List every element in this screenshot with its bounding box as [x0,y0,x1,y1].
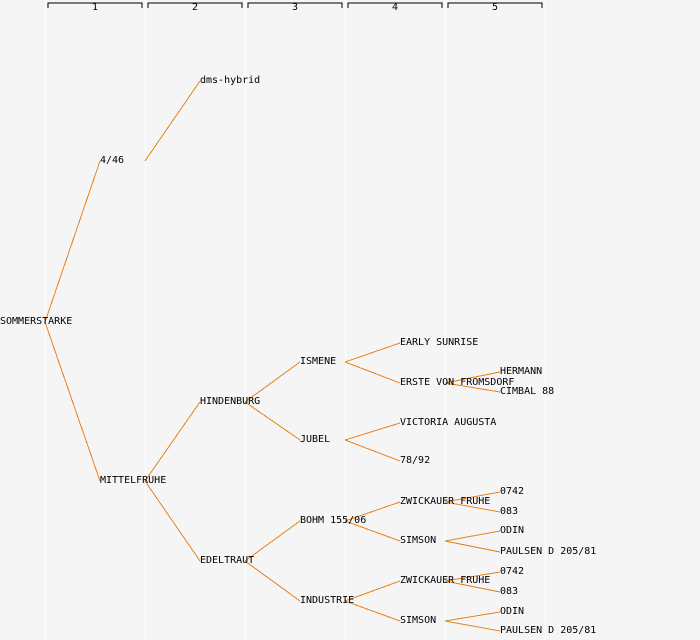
tree-node-early-sunrise[interactable]: EARLY SUNRISE [400,337,479,348]
ruler-generation-label-2: 2 [191,2,199,13]
tree-node-odin-2[interactable]: ODIN [500,606,525,617]
tree-node-jubel[interactable]: JUBEL [300,434,331,445]
tree-node-victoria-augusta[interactable]: VICTORIA AUGUSTA [400,417,497,428]
tree-node-zwickauer-fruhe-1[interactable]: ZWICKAUER FRUHE [400,496,491,507]
tree-node-cimbal-88[interactable]: CIMBAL 88 [500,386,555,397]
tree-node-zwickauer-fruhe-2[interactable]: ZWICKAUER FRUHE [400,575,491,586]
tree-node-78-92[interactable]: 78/92 [400,455,431,466]
tree-node-hindenburg[interactable]: HINDENBURG [200,396,261,407]
tree-node-simson-2[interactable]: SIMSON [400,615,437,626]
tree-node-0742-1[interactable]: 0742 [500,486,525,497]
ruler-generation-label-1: 1 [91,2,99,13]
tree-node-paulsen-d-205-81-1[interactable]: PAULSEN D 205/81 [500,546,597,557]
tree-node-bohm-155-06[interactable]: BOHM 155/06 [300,515,367,526]
ruler-generation-label-4: 4 [391,2,399,13]
tree-node-0742-2[interactable]: 0742 [500,566,525,577]
tree-node-083-1[interactable]: 083 [500,506,519,517]
tree-node-hermann[interactable]: HERMANN [500,366,543,377]
ruler-generation-label-3: 3 [291,2,299,13]
tree-node-sommerstarke[interactable]: SOMMERSTARKE [0,316,73,327]
tree-node-paulsen-d-205-81-2[interactable]: PAULSEN D 205/81 [500,625,597,636]
ruler-generation-label-5: 5 [491,2,499,13]
tree-node-odin-1[interactable]: ODIN [500,525,525,536]
tree-node-edeltraut[interactable]: EDELTRAUT [200,555,255,566]
tree-node-industrie[interactable]: INDUSTRIE [300,595,355,606]
tree-node-4-46[interactable]: 4/46 [100,155,125,166]
tree-node-083-2[interactable]: 083 [500,586,519,597]
tree-node-ismene[interactable]: ISMENE [300,356,337,367]
tree-node-mittelfruhe[interactable]: MITTELFRUHE [100,475,167,486]
tree-node-simson-1[interactable]: SIMSON [400,535,437,546]
tree-node-erste-von-fromsdorf[interactable]: ERSTE VON FROMSDORF [400,377,515,388]
tree-node-dms-hybrid[interactable]: dms-hybrid [200,75,261,86]
